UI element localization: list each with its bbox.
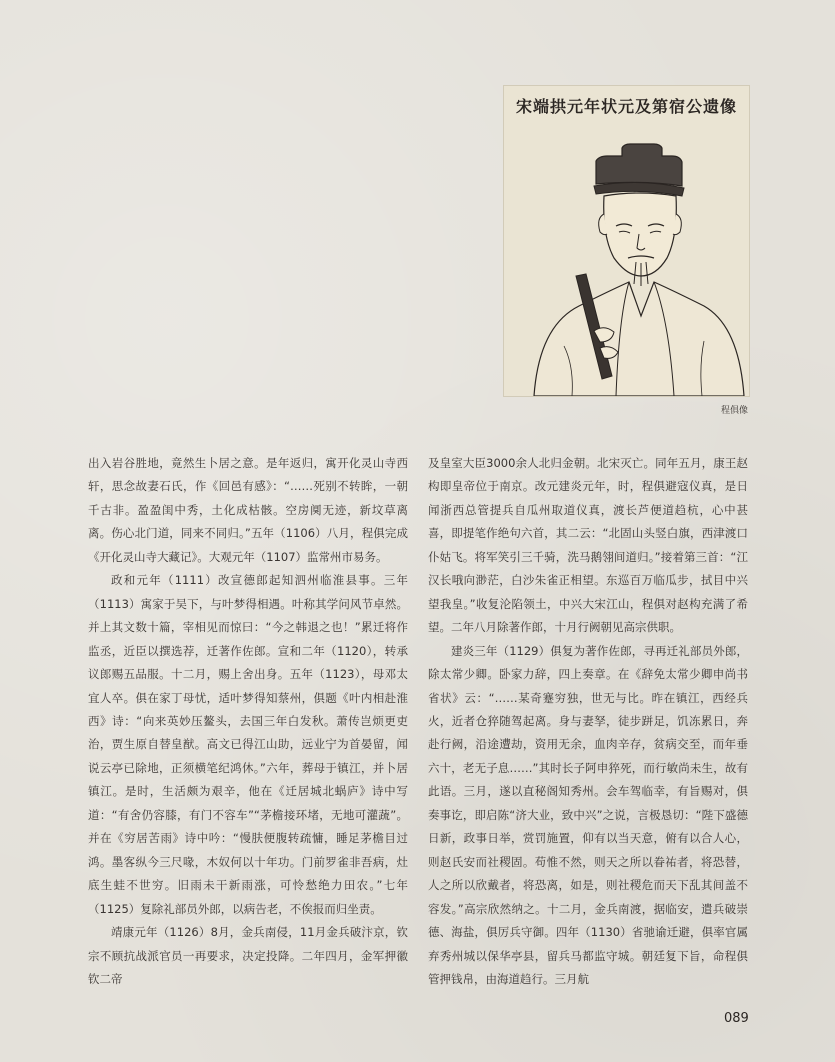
page-number: 089 [724,1011,749,1026]
paragraph: 政和元年（1111）改宣德郎起知泗州临淮县事。三年（1113）寓家于吴下，与叶梦得相遇。叶称其学问风节卓然。并上其文数十篇，宰相见而惊曰：“今之韩退之也！”累迁将作监丞，近臣以撰选荐，迁著作佐郎。宣和二年（1120），转承议郎赐五品服。十二月，赐上舍出身。五年（1123），母邓太宜人卒。俱在家丁母忧，适叶梦得知蔡州，俱题《叶内相赴淮西》诗：“向来英妙压鳌头，去国三年白发秋。萧传岂烦更吏治，贾生原自替皇猷。高文已得江山助，远业宁为首晏留，闻说云亭已除地，正须横笔纪鸿休。”六年，葬母于镇江，并卜居镇江。是时，生活颇为艰辛，他在《迁居城北蜗庐》诗中写道：“有舍仍容膝，有门不容车”“茅檐接环堵，无地可灌蔬”。并在《穷居苦雨》诗中吟：“慢肤便腹转疏慵，睡足茅檐目过鸿。墨客纵今三尺喙，木奴何以十年功。门前罗雀非吾病，灶底生蛙不世穷。旧雨未干新雨涨，可怜愁绝力田农。”七年（1125）复除礼部员外郎，以病告老，不俟报而归坐责。 [88,573,408,916]
paragraph: 建炎三年（1129）俱复为著作佐郎，寻再迁礼部员外郎，除太常少卿。卧家力辞，四上奏章。在《辞免太常少卿申尚书省状》云：“……某奇蹇穷独，世无与比。昨在镇江，西经兵火，近者仓猝随驾起离。身与妻孥，徒步跰足，饥冻累日，奔赴行阙，沿途遭劫，资用无余，血肉辛存，贫病交至，而年垂六十，老无子息……”其时长子阿申猝死，而行敏尚未生，故有此语。三月，遂以直秘阁知秀州。会车驾临幸，有旨赐对，俱奏事讫，即启陈“济大业，致中兴”之说，言极恳切：“陛下盛德日新，政事日举，赏罚施置，仰有以当天意，俯有以合人心，则赵氏安而社稷固。苟惟不然，则天之所以眷祐者，将恐替，人之所以欣戴者，将恐离，如是，则社稷危而天下乱其间盖不容发。”高宗欣然纳之。十二月，金兵南渡，据临安，遣兵破崇德、海盐，俱厉兵守御。四年（1130）省驰谕迁避，俱率官属弃秀州城以保华亭县，留兵马都监守城。朝廷复下旨，命程俱管押钱帛，由海道趋行。三月航 [428,643,748,986]
portrait-title: 宋端拱元年状元及第宿公遗像 [515,97,737,116]
paragraph: 出入岩谷胜地，竟然生卜居之意。是年返归，寓开化灵山寺西轩，思念故妻石氏，作《回邑有感》：“……死别不转眸，一朝千古非。盈盈闺中秀，土化成枯骸。空房阒无迹，新坟草离离。伤心北门道，同来不同归。”五年（1106）八月，程俱完成《开化灵山寺大藏记》。大观元年（1107）监常州市易务。 [88,456,408,564]
figure-caption: 程俱像 [720,406,748,416]
portrait-figure [503,85,750,397]
paragraph: 及皇室大臣3000余人北归金朝。北宋灭亡。同年五月，康王赵构即皇帝位于南京。改元建炎元年，时，程俱避寇仪真，是日闻浙西总管提兵自瓜州取道仪真，渡长芦便道趋杭，心中甚喜，即提笔作绝句六首，其二云：“北固山头竖白旗，西津渡口仆姑飞。将军笑引三千骑，洗马鹅翎间道归。”接着第三首：“江汉长哦向渺茫，白沙朱雀正相望。东巡百万临瓜步，拭目中兴望我皇。”收复沦陷领土，中兴大宋江山，程俱对赵构充满了希望。二年八月除著作郎，十月行阙朝见高宗供职。 [428,456,748,635]
portrait-drawing [504,86,749,396]
paragraph: 靖康元年（1126）8月，金兵南侵，11月金兵破汴京，钦宗不顾抗战派官员一再要求，决定投降。二年四月，金军押徽钦二帝 [88,925,408,986]
left-text-column [88,452,408,991]
right-text-column [428,452,748,991]
